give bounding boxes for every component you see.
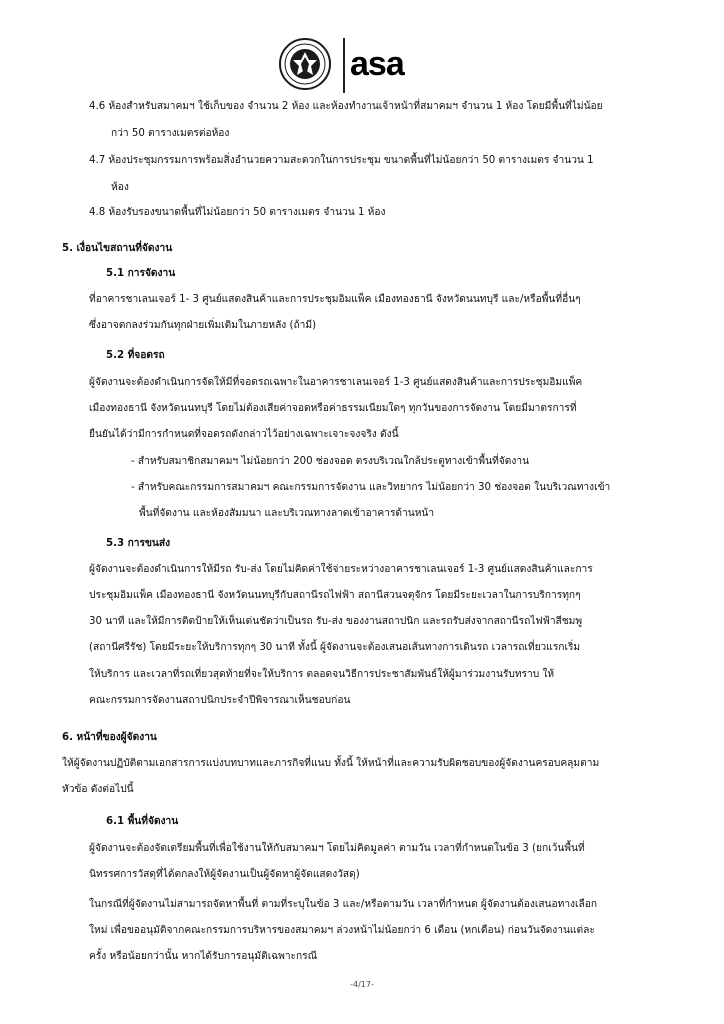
text-line: ผู้จัดงานจะต้องจัดเตรียมพื้นที่เพื่อใช้งานให้กับสมาคมฯ โดยไม่คิดมูลค่า ตามวัน เวลาที่กำหนดในข้อ 3 (ยกเว้นพื้นที่: [89, 843, 585, 854]
text-line: ให้บริการ และเวลาที่รถเที่ยวสุดท้ายที่จะให้บริการ ตลอดจนวิธีการประชาสัมพันธ์ให้ผู้มาร่วมงานรับทราบ ให้: [89, 669, 555, 680]
text-line: ที่อาคารชาเลนเจอร์ 1- 3 ศูนย์แสดงสินค้าและการประชุมอิมแพ็ค เมืองทองธานี จังหวัดนนทบุรี และ/หรือพื้นที่อื่นๆ: [89, 294, 581, 305]
svg-text:asa: asa: [350, 47, 404, 81]
text-line: กว่า 50 ตารางเมตรต่อห้อง: [111, 128, 230, 139]
text-line: เมืองทองธานี จังหวัดนนทบุรี โดยไม่ต้องเสียค่าจอดหรือค่าธรรมเนียมใดๆ ทุกวันของการจัดงาน โดยมีมาตรการที่: [89, 403, 577, 414]
text-line: ผู้จัดงานจะต้องดำเนินการให้มีรถ รับ-ส่ง โดยไม่คิดค่าใช้จ่ายระหว่างอาคารชาเลนเจอร์ 1-3 ศูนย์แสดงสินค้าและการ: [89, 564, 593, 575]
text-line: ผู้จัดงานจะต้องดำเนินการจัดให้มีที่จอดรถเฉพาะในอาคารชาเลนเจอร์ 1-3 ศูนย์แสดงสินค้าและการประชุมอิมแพ็ค: [89, 377, 583, 388]
text-line: ซึ่งอาจตกลงร่วมกันทุกฝ่ายเพิ่มเติมในภายหลัง (ถ้ามี): [89, 320, 317, 331]
text-line: ในกรณีที่ผู้จัดงานไม่สามารถจัดหาพื้นที่ ตามที่ระบุในข้อ 3 และ/หรือตามวัน เวลาที่กำหนด ผู้จัดงานต้องเสนอทางเลือก: [89, 899, 598, 910]
text-line: ยืนยันได้ว่ามีการกำหนดที่จอดรถดังกล่าวไว้อย่างเฉพาะเจาะจงจริง ดังนี้: [89, 429, 399, 440]
text-line: - สำหรับสมาชิกสมาคมฯ ไม่น้อยกว่า 200 ช่องจอด ตรงบริเวณใกล้ประตูทางเข้าพื้นที่จัดงาน: [131, 456, 530, 467]
asa-logo: [350, 47, 435, 81]
subsection-heading: 5.3 การขนส่ง: [106, 538, 171, 549]
text-line: ประชุมอิมแพ็ค เมืองทองธานี จังหวัดนนทบุรีกับสถานีรถไฟฟ้า สถานีสวนจตุจักร โดยมีระยะเวลาในการบริการทุกๆ: [89, 590, 581, 601]
text-line: 4.8 ห้องรับรองขนาดพื้นที่ไม่น้อยกว่า 50 ตารางเมตร จำนวน 1 ห้อง: [89, 207, 386, 218]
page-number: -4/17-: [350, 980, 374, 989]
association-seal-icon: [279, 38, 331, 90]
text-line: ใหม่ เพื่อขออนุมัติจากคณะกรรมการบริหารของสมาคมฯ ล่วงหน้าไม่น้อยกว่า 6 เดือน (หกเดือน) ก่อนวันจัดงานแต่ละ: [89, 925, 595, 936]
text-line: ครั้ง หรือน้อยกว่านั้น หากได้รับการอนุมัติเฉพาะกรณี: [89, 951, 318, 962]
header-divider: [343, 38, 345, 93]
text-line: - สำหรับคณะกรรมการสมาคมฯ คณะกรรมการจัดงาน และวิทยากร ไม่น้อยกว่า 30 ช่องจอด ในบริเวณทางเข้า: [131, 482, 611, 493]
text-line: นิทรรศการวัสดุที่ได้ตกลงให้ผู้จัดงานเป็นผู้จัดหาผู้จัดแสดงวัสดุ): [89, 869, 360, 880]
text-line: 4.7 ห้องประชุมกรรมการพร้อมสิ่งอำนวยความสะดวกในการประชุม ขนาดพื้นที่ไม่น้อยกว่า 50 ตารางเมตร จำนวน 1: [89, 155, 594, 166]
text-line: ห้อง: [111, 182, 129, 193]
text-line: พื้นที่จัดงาน และห้องสัมมนา และบริเวณทางลาดเข้าอาคารด้านหน้า: [139, 508, 435, 519]
subsection-heading: 6.1 พื้นที่จัดงาน: [106, 816, 179, 827]
subsection-heading: 5.2 ที่จอดรถ: [106, 350, 165, 361]
subsection-heading: 5.1 การจัดงาน: [106, 268, 176, 279]
text-line: 4.6 ห้องสำหรับสมาคมฯ ใช้เก็บของ จำนวน 2 ห้อง และห้องทำงานเจ้าหน้าที่สมาคมฯ จำนวน 1 ห้อง โดยมีพื้นที่ไม่น้อย: [89, 101, 603, 112]
text-line: 30 นาที และให้มีการติดป้ายให้เห็นเด่นชัดว่าเป็นรถ รับ-ส่ง ของงานสถาปนิก และรถรับส่งจากสถานีรถไฟฟ้าสีชมพู: [89, 616, 583, 627]
section-heading: 6. หน้าที่ของผู้จัดงาน: [62, 732, 157, 743]
section-heading: 5. เงื่อนไขสถานที่จัดงาน: [62, 243, 173, 254]
text-line: ให้ผู้จัดงานปฏิบัติตามเอกสารการแบ่งบทบาทและภารกิจที่แนบ ทั้งนี้ ให้หน้าที่และความรับผิดชอบของผู้จัดงานครอบคลุมตาม: [62, 758, 600, 769]
text-line: (สถานีศรีรัช) โดยมีระยะให้บริการทุกๆ 30 นาที ทั้งนี้ ผู้จัดงานจะต้องเสนอเส้นทางการเดินรถ เวลารถเที่ยวแรกเริ่ม: [89, 642, 581, 653]
page-header: [0, 38, 724, 102]
text-line: คณะกรรมการจัดงานสถาปนิกประจำปีพิจารณาเห็นชอบก่อน: [89, 695, 351, 706]
text-line: หัวข้อ ดังต่อไปนี้: [62, 784, 134, 795]
